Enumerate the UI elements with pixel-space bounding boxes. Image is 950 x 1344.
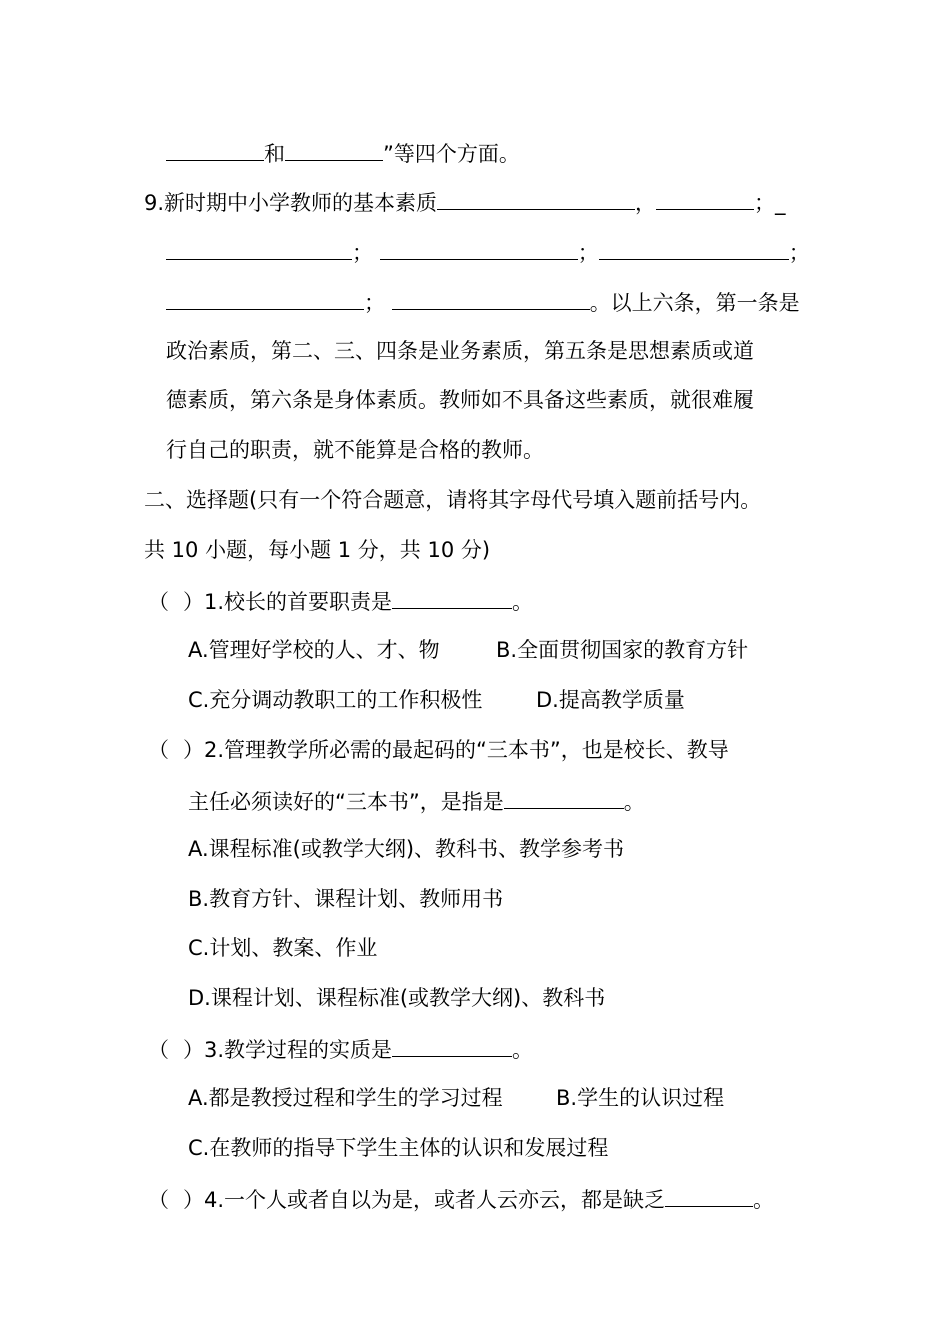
question-9-line-5: 德素质，第六条是身体素质。教师如不具备这些素质，就很难履 — [166, 388, 754, 412]
answer-paren-close: ） — [183, 1038, 204, 1062]
stem-end: 。 — [753, 1188, 775, 1212]
answer-paren-open: （ — [148, 1188, 169, 1212]
question-9-line-1 — [144, 187, 786, 217]
question-2-stem-line-1: 2.管理教学所必需的最起码的“三本书”，也是校长、教导 — [204, 738, 729, 762]
question-9-line-6: 行自己的职责，就不能算是合格的教师。 — [166, 438, 544, 462]
question-1-option-d: D.提高教学质量 — [536, 688, 685, 712]
answer-blank[interactable] — [656, 187, 754, 210]
separator: ； — [754, 191, 776, 215]
separator: ； — [788, 241, 810, 265]
question-2-stem-text: 主任必须读好的“三本书”，是指是 — [188, 790, 504, 814]
question-2 — [148, 736, 729, 764]
question-2-option-b: B.教育方针、课程计划、教师用书 — [188, 887, 504, 911]
question-2-option-c: C.计划、教案、作业 — [188, 936, 378, 960]
answer-blank[interactable] — [437, 187, 635, 210]
answer-blank[interactable] — [166, 138, 264, 161]
section-2-instructions: 共 10 小题，每小题 1 分，共 10 分) — [144, 538, 491, 562]
fill-line-1 — [166, 138, 520, 168]
separator: ； — [577, 241, 599, 265]
answer-blank[interactable] — [392, 1034, 512, 1057]
question-3-option-a: A.都是教授过程和学生的学习过程 — [188, 1086, 503, 1110]
answer-paren-close: ） — [183, 590, 204, 614]
answer-blank[interactable] — [166, 237, 352, 260]
answer-blank[interactable] — [166, 287, 364, 310]
question-3-stem: 3.教学过程的实质是 — [204, 1038, 393, 1062]
text-six-items: 。以上六条，第一条是 — [589, 291, 800, 315]
answer-blank[interactable] — [392, 586, 512, 609]
stem-end: 。 — [623, 790, 645, 814]
question-4-stem: 4.一个人或者自以为是，或者人云亦云，都是缺乏 — [204, 1188, 666, 1212]
question-3 — [148, 1034, 533, 1064]
text-and: 和 — [264, 142, 285, 166]
separator: ； — [352, 241, 373, 265]
question-3-option-c: C.在教师的指导下学生主体的认识和发展过程 — [188, 1136, 609, 1160]
question-1-option-b: B.全面贯彻国家的教育方针 — [496, 638, 749, 662]
question-2-stem-line-2 — [188, 786, 645, 816]
answer-blank[interactable] — [599, 237, 789, 260]
question-4 — [148, 1184, 774, 1214]
question-9-line-4: 政治素质，第二、三、四条是业务素质，第五条是思想素质或道 — [166, 339, 754, 363]
separator: ； — [364, 291, 385, 315]
text-four-aspects: ”等四个方面。 — [383, 142, 520, 166]
answer-paren-open: （ — [148, 1038, 169, 1062]
separator: _ — [775, 191, 786, 215]
answer-paren-close: ） — [183, 1188, 204, 1212]
section-2-heading: 二、选择题(只有一个符合题意，请将其字母代号填入题前括号内。 — [144, 488, 762, 512]
question-1-option-a: A.管理好学校的人、才、物 — [188, 638, 440, 662]
question-1-stem: 1.校长的首要职责是 — [204, 590, 393, 614]
question-3-option-b: B.学生的认识过程 — [556, 1086, 725, 1110]
answer-blank[interactable] — [665, 1184, 753, 1207]
separator: ， — [635, 191, 657, 215]
answer-blank[interactable] — [392, 287, 590, 310]
question-9-line-2 — [166, 237, 810, 267]
question-9-line-3 — [166, 287, 800, 317]
answer-paren-close: ） — [183, 738, 204, 762]
answer-blank[interactable] — [285, 138, 383, 161]
answer-blank[interactable] — [380, 237, 578, 260]
question-2-option-d: D.课程计划、课程标准(或教学大纲)、教科书 — [188, 986, 606, 1010]
question-1 — [148, 586, 533, 616]
question-9-stem: 9.新时期中小学教师的基本素质 — [144, 191, 438, 215]
answer-blank[interactable] — [504, 786, 624, 809]
stem-end: 。 — [512, 1038, 534, 1062]
question-1-option-c: C.充分调动教职工的工作积极性 — [188, 688, 483, 712]
answer-paren-open: （ — [148, 590, 169, 614]
stem-end: 。 — [512, 590, 534, 614]
answer-paren-open: （ — [148, 738, 169, 762]
question-2-option-a: A.课程标准(或教学大纲)、教科书、教学参考书 — [188, 837, 625, 861]
